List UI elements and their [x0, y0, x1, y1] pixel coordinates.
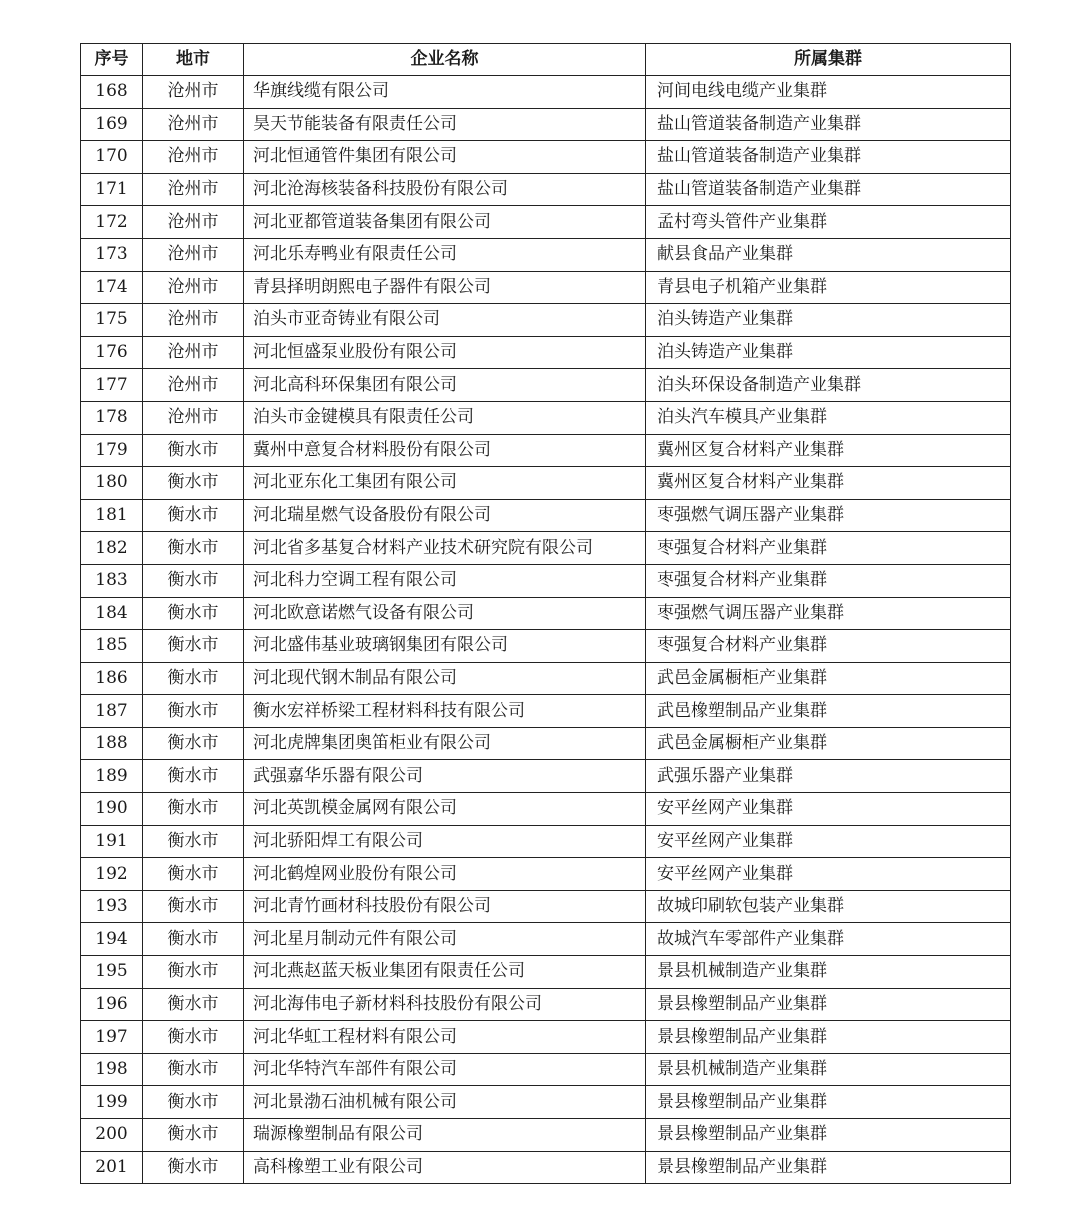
city-cell: 衡水市 [143, 564, 244, 597]
serial-number-cell: 168 [81, 76, 143, 109]
cluster-cell: 景县机械制造产业集群 [646, 1053, 1011, 1086]
serial-number-cell: 192 [81, 858, 143, 891]
company-name-cell: 高科橡塑工业有限公司 [244, 1151, 646, 1184]
serial-number-cell: 189 [81, 760, 143, 793]
table-header-row [81, 44, 1011, 76]
table-row [81, 1021, 1011, 1054]
company-name-cell: 河北现代钢木制品有限公司 [244, 662, 646, 695]
cluster-cell: 河间电线电缆产业集群 [646, 76, 1011, 109]
enterprise-table [80, 43, 1011, 1184]
company-name-cell: 河北省多基复合材料产业技术研究院有限公司 [244, 532, 646, 565]
cluster-cell: 故城汽车零部件产业集群 [646, 923, 1011, 956]
serial-number-cell: 183 [81, 564, 143, 597]
city-cell: 衡水市 [143, 499, 244, 532]
city-cell: 沧州市 [143, 336, 244, 369]
city-cell: 衡水市 [143, 1021, 244, 1054]
table-row [81, 532, 1011, 565]
serial-number-cell: 177 [81, 369, 143, 402]
serial-number-cell: 169 [81, 108, 143, 141]
cluster-cell: 故城印刷软包装产业集群 [646, 890, 1011, 923]
table-row [81, 760, 1011, 793]
table-row [81, 923, 1011, 956]
serial-number-cell: 199 [81, 1086, 143, 1119]
table-row [81, 499, 1011, 532]
company-name-cell: 冀州中意复合材料股份有限公司 [244, 434, 646, 467]
table-row [81, 956, 1011, 989]
city-cell: 衡水市 [143, 1086, 244, 1119]
serial-number-cell: 190 [81, 793, 143, 826]
serial-number-cell: 181 [81, 499, 143, 532]
city-cell: 衡水市 [143, 956, 244, 989]
cluster-cell: 献县食品产业集群 [646, 238, 1011, 271]
table-row [81, 434, 1011, 467]
serial-number-cell: 171 [81, 173, 143, 206]
cluster-cell: 枣强复合材料产业集群 [646, 630, 1011, 663]
company-name-cell: 河北盛伟基业玻璃钢集团有限公司 [244, 630, 646, 663]
company-name-cell: 河北亚东化工集团有限公司 [244, 467, 646, 500]
company-name-cell: 河北欧意诺燃气设备有限公司 [244, 597, 646, 630]
table-row [81, 271, 1011, 304]
company-name-cell: 河北华特汽车部件有限公司 [244, 1053, 646, 1086]
city-cell: 沧州市 [143, 401, 244, 434]
cluster-cell: 景县橡塑制品产业集群 [646, 1086, 1011, 1119]
serial-number-cell: 191 [81, 825, 143, 858]
serial-number-cell: 194 [81, 923, 143, 956]
city-cell: 衡水市 [143, 597, 244, 630]
table-row [81, 1086, 1011, 1119]
company-name-cell: 瑞源橡塑制品有限公司 [244, 1119, 646, 1152]
serial-number-cell: 193 [81, 890, 143, 923]
serial-number-cell: 198 [81, 1053, 143, 1086]
city-cell: 沧州市 [143, 271, 244, 304]
company-name-cell: 青县择明朗熙电子器件有限公司 [244, 271, 646, 304]
header-city: 地市 [143, 44, 244, 76]
city-cell: 衡水市 [143, 467, 244, 500]
serial-number-cell: 173 [81, 238, 143, 271]
cluster-cell: 安平丝网产业集群 [646, 858, 1011, 891]
company-name-cell: 河北景渤石油机械有限公司 [244, 1086, 646, 1119]
company-name-cell: 泊头市亚奇铸业有限公司 [244, 304, 646, 337]
serial-number-cell: 182 [81, 532, 143, 565]
table-row [81, 564, 1011, 597]
city-cell: 衡水市 [143, 760, 244, 793]
table-row [81, 825, 1011, 858]
table-row [81, 890, 1011, 923]
serial-number-cell: 184 [81, 597, 143, 630]
table-row [81, 336, 1011, 369]
serial-number-cell: 179 [81, 434, 143, 467]
cluster-cell: 孟村弯头管件产业集群 [646, 206, 1011, 239]
city-cell: 衡水市 [143, 1119, 244, 1152]
table-row [81, 173, 1011, 206]
cluster-cell: 武强乐器产业集群 [646, 760, 1011, 793]
company-name-cell: 河北骄阳焊工有限公司 [244, 825, 646, 858]
city-cell: 沧州市 [143, 76, 244, 109]
table-row [81, 206, 1011, 239]
city-cell: 沧州市 [143, 206, 244, 239]
cluster-cell: 枣强复合材料产业集群 [646, 532, 1011, 565]
city-cell: 衡水市 [143, 923, 244, 956]
serial-number-cell: 185 [81, 630, 143, 663]
serial-number-cell: 186 [81, 662, 143, 695]
table-row [81, 793, 1011, 826]
company-name-cell: 河北沧海核装备科技股份有限公司 [244, 173, 646, 206]
company-name-cell: 河北海伟电子新材料科技股份有限公司 [244, 988, 646, 1021]
company-name-cell: 武强嘉华乐器有限公司 [244, 760, 646, 793]
company-name-cell: 河北英凯模金属网有限公司 [244, 793, 646, 826]
serial-number-cell: 175 [81, 304, 143, 337]
cluster-cell: 冀州区复合材料产业集群 [646, 467, 1011, 500]
serial-number-cell: 180 [81, 467, 143, 500]
city-cell: 沧州市 [143, 369, 244, 402]
cluster-cell: 盐山管道装备制造产业集群 [646, 141, 1011, 174]
city-cell: 衡水市 [143, 988, 244, 1021]
table-row [81, 238, 1011, 271]
company-name-cell: 泊头市金键模具有限责任公司 [244, 401, 646, 434]
cluster-cell: 枣强燃气调压器产业集群 [646, 597, 1011, 630]
city-cell: 沧州市 [143, 238, 244, 271]
cluster-cell: 景县橡塑制品产业集群 [646, 1021, 1011, 1054]
cluster-cell: 冀州区复合材料产业集群 [646, 434, 1011, 467]
city-cell: 衡水市 [143, 630, 244, 663]
serial-number-cell: 200 [81, 1119, 143, 1152]
cluster-cell: 盐山管道装备制造产业集群 [646, 173, 1011, 206]
cluster-cell: 武邑橡塑制品产业集群 [646, 695, 1011, 728]
table-row [81, 597, 1011, 630]
company-name-cell: 河北亚都管道装备集团有限公司 [244, 206, 646, 239]
cluster-cell: 武邑金属橱柜产业集群 [646, 727, 1011, 760]
cluster-cell: 泊头铸造产业集群 [646, 304, 1011, 337]
company-name-cell: 昊天节能装备有限责任公司 [244, 108, 646, 141]
table-row [81, 630, 1011, 663]
cluster-cell: 安平丝网产业集群 [646, 825, 1011, 858]
serial-number-cell: 187 [81, 695, 143, 728]
city-cell: 衡水市 [143, 793, 244, 826]
company-name-cell: 河北虎牌集团奥笛柜业有限公司 [244, 727, 646, 760]
city-cell: 衡水市 [143, 695, 244, 728]
company-name-cell: 河北科力空调工程有限公司 [244, 564, 646, 597]
serial-number-cell: 201 [81, 1151, 143, 1184]
serial-number-cell: 172 [81, 206, 143, 239]
serial-number-cell: 176 [81, 336, 143, 369]
company-name-cell: 河北华虹工程材料有限公司 [244, 1021, 646, 1054]
cluster-cell: 青县电子机箱产业集群 [646, 271, 1011, 304]
header-serial-number: 序号 [81, 44, 143, 76]
serial-number-cell: 174 [81, 271, 143, 304]
cluster-cell: 景县橡塑制品产业集群 [646, 1119, 1011, 1152]
serial-number-cell: 170 [81, 141, 143, 174]
table-row [81, 467, 1011, 500]
city-cell: 衡水市 [143, 825, 244, 858]
city-cell: 衡水市 [143, 434, 244, 467]
company-name-cell: 河北燕赵蓝天板业集团有限责任公司 [244, 956, 646, 989]
table-row [81, 988, 1011, 1021]
company-name-cell: 河北鹤煌网业股份有限公司 [244, 858, 646, 891]
city-cell: 衡水市 [143, 858, 244, 891]
table-row [81, 662, 1011, 695]
city-cell: 衡水市 [143, 662, 244, 695]
header-company-name: 企业名称 [244, 44, 646, 76]
table-row [81, 369, 1011, 402]
city-cell: 沧州市 [143, 173, 244, 206]
cluster-cell: 景县橡塑制品产业集群 [646, 1151, 1011, 1184]
city-cell: 沧州市 [143, 108, 244, 141]
city-cell: 衡水市 [143, 532, 244, 565]
table-row [81, 858, 1011, 891]
company-name-cell: 河北恒盛泵业股份有限公司 [244, 336, 646, 369]
cluster-cell: 景县机械制造产业集群 [646, 956, 1011, 989]
city-cell: 衡水市 [143, 1053, 244, 1086]
cluster-cell: 泊头环保设备制造产业集群 [646, 369, 1011, 402]
table-body [81, 76, 1011, 1184]
city-cell: 沧州市 [143, 141, 244, 174]
city-cell: 衡水市 [143, 890, 244, 923]
serial-number-cell: 195 [81, 956, 143, 989]
table-row [81, 401, 1011, 434]
table-row [81, 1053, 1011, 1086]
serial-number-cell: 178 [81, 401, 143, 434]
city-cell: 衡水市 [143, 727, 244, 760]
header-cluster: 所属集群 [646, 44, 1011, 76]
cluster-cell: 安平丝网产业集群 [646, 793, 1011, 826]
table-row [81, 141, 1011, 174]
cluster-cell: 景县橡塑制品产业集群 [646, 988, 1011, 1021]
company-name-cell: 河北乐寿鸭业有限责任公司 [244, 238, 646, 271]
serial-number-cell: 188 [81, 727, 143, 760]
company-name-cell: 华旗线缆有限公司 [244, 76, 646, 109]
table-row [81, 76, 1011, 109]
table-row [81, 108, 1011, 141]
table-row [81, 304, 1011, 337]
cluster-cell: 武邑金属橱柜产业集群 [646, 662, 1011, 695]
table-row [81, 1151, 1011, 1184]
serial-number-cell: 197 [81, 1021, 143, 1054]
cluster-cell: 盐山管道装备制造产业集群 [646, 108, 1011, 141]
table-row [81, 727, 1011, 760]
cluster-cell: 泊头铸造产业集群 [646, 336, 1011, 369]
cluster-cell: 枣强复合材料产业集群 [646, 564, 1011, 597]
city-cell: 沧州市 [143, 304, 244, 337]
company-name-cell: 衡水宏祥桥梁工程材料科技有限公司 [244, 695, 646, 728]
cluster-cell: 泊头汽车模具产业集群 [646, 401, 1011, 434]
company-name-cell: 河北青竹画材科技股份有限公司 [244, 890, 646, 923]
company-name-cell: 河北星月制动元件有限公司 [244, 923, 646, 956]
serial-number-cell: 196 [81, 988, 143, 1021]
table-row [81, 1119, 1011, 1152]
company-name-cell: 河北恒通管件集团有限公司 [244, 141, 646, 174]
city-cell: 衡水市 [143, 1151, 244, 1184]
company-name-cell: 河北高科环保集团有限公司 [244, 369, 646, 402]
company-name-cell: 河北瑞星燃气设备股份有限公司 [244, 499, 646, 532]
cluster-cell: 枣强燃气调压器产业集群 [646, 499, 1011, 532]
table-row [81, 695, 1011, 728]
